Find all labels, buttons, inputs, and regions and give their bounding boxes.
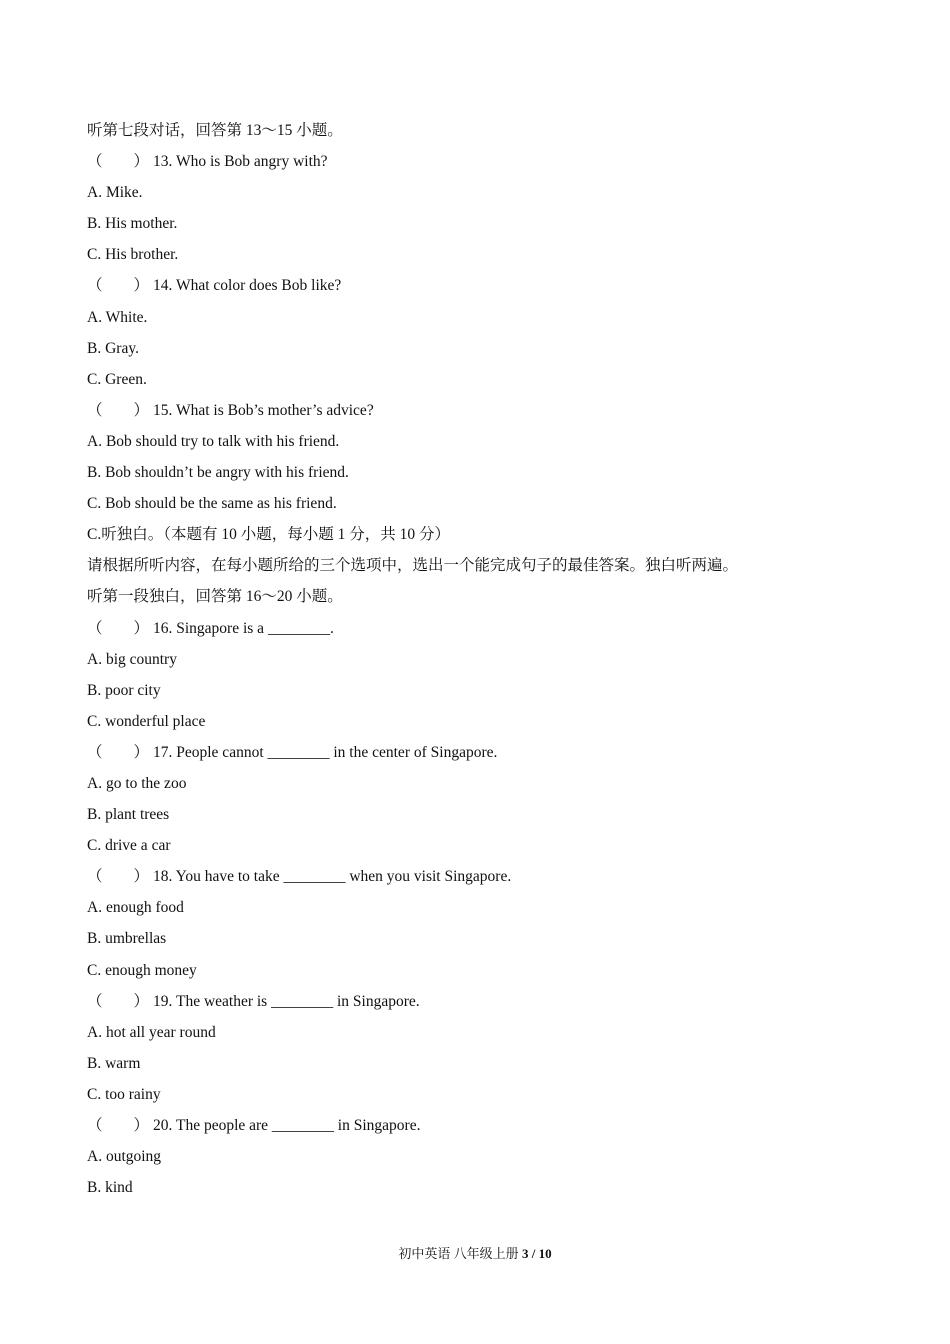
instruction-line: C.听独白。（本题有 10 小题，每小题 1 分，共 10 分） [87,526,450,544]
option-line: A. outgoing [87,1148,162,1166]
answer-blank-parentheses: （ ） [87,868,150,886]
option-line: C. Green. [87,370,147,388]
page-footer [0,1244,950,1264]
answer-blank-parentheses: （ ） [87,619,150,637]
instruction-line: 请根据所听内容，在每小题所给的三个选项中，选出一个能完成句子的最佳答案。独白听两遍。 [87,557,739,575]
page-number-total: 10 [538,1246,552,1261]
question-text: 18. You have to take ________ when you visit Singapore. [153,868,512,886]
document-body [87,115,887,1203]
answer-blank-parentheses: （ ） [87,153,150,171]
question-text: 16. Singapore is a ________. [153,619,334,637]
option-line: B. plant trees [87,806,170,824]
question-text: 17. People cannot ________ in the center of Singapore. [153,743,498,761]
option-line: C. wonderful place [87,712,206,730]
answer-blank-parentheses: （ ） [87,277,150,295]
option-line: C. Bob should be the same as his friend. [87,495,337,513]
question-line [87,1110,887,1141]
footer-subject: 初中英语 八年级上册 [398,1246,522,1261]
answer-blank-parentheses: （ ） [87,743,150,761]
option-line: A. Bob should try to talk with his friend. [87,432,340,450]
option-line: A. big country [87,650,177,668]
page-number-separator: / [528,1246,539,1261]
answer-blank-parentheses: （ ） [87,992,150,1010]
option-line: B. kind [87,1179,133,1197]
answer-blank-parentheses: （ ） [87,1117,150,1134]
answer-blank-parentheses: （ ） [87,401,150,419]
option-line: A. Mike. [87,184,143,202]
question-text: 13. Who is Bob angry with? [153,153,328,171]
question-text: 14. What color does Bob like? [153,277,342,295]
question-text: 15. What is Bob’s mother’s advice? [153,401,374,419]
instruction-line: 听第七段对话，回答第 13～15 小题。 [87,122,343,139]
question-line [87,270,887,301]
option-line: C. His brother. [87,246,179,264]
option-line: A. hot all year round [87,1023,216,1041]
option-line: B. warm [87,1054,141,1072]
option-line: C. drive a car [87,837,171,855]
option-line: A. enough food [87,899,184,917]
option-line: C. too rainy [87,1085,161,1103]
question-line [87,146,887,177]
question-line [87,861,887,892]
question-line [87,737,887,768]
option-line: A. go to the zoo [87,774,187,792]
option-line: B. His mother. [87,215,178,233]
option-line: C. enough money [87,961,197,979]
option-line: B. umbrellas [87,930,167,948]
option-line: B. Gray. [87,339,139,357]
question-line [87,986,887,1017]
option-line: A. White. [87,308,148,326]
question-text: 19. The weather is ________ in Singapore. [153,992,420,1010]
instruction-line: 听第一段独白，回答第 16～20 小题。 [87,588,343,606]
option-line: B. Bob shouldn’t be angry with his friend. [87,464,349,482]
question-line [87,395,887,426]
question-text: 20. The people are ________ in Singapore. [153,1117,421,1134]
option-line: B. poor city [87,681,161,699]
question-line [87,613,887,644]
page-number-current: 3 [521,1246,529,1261]
